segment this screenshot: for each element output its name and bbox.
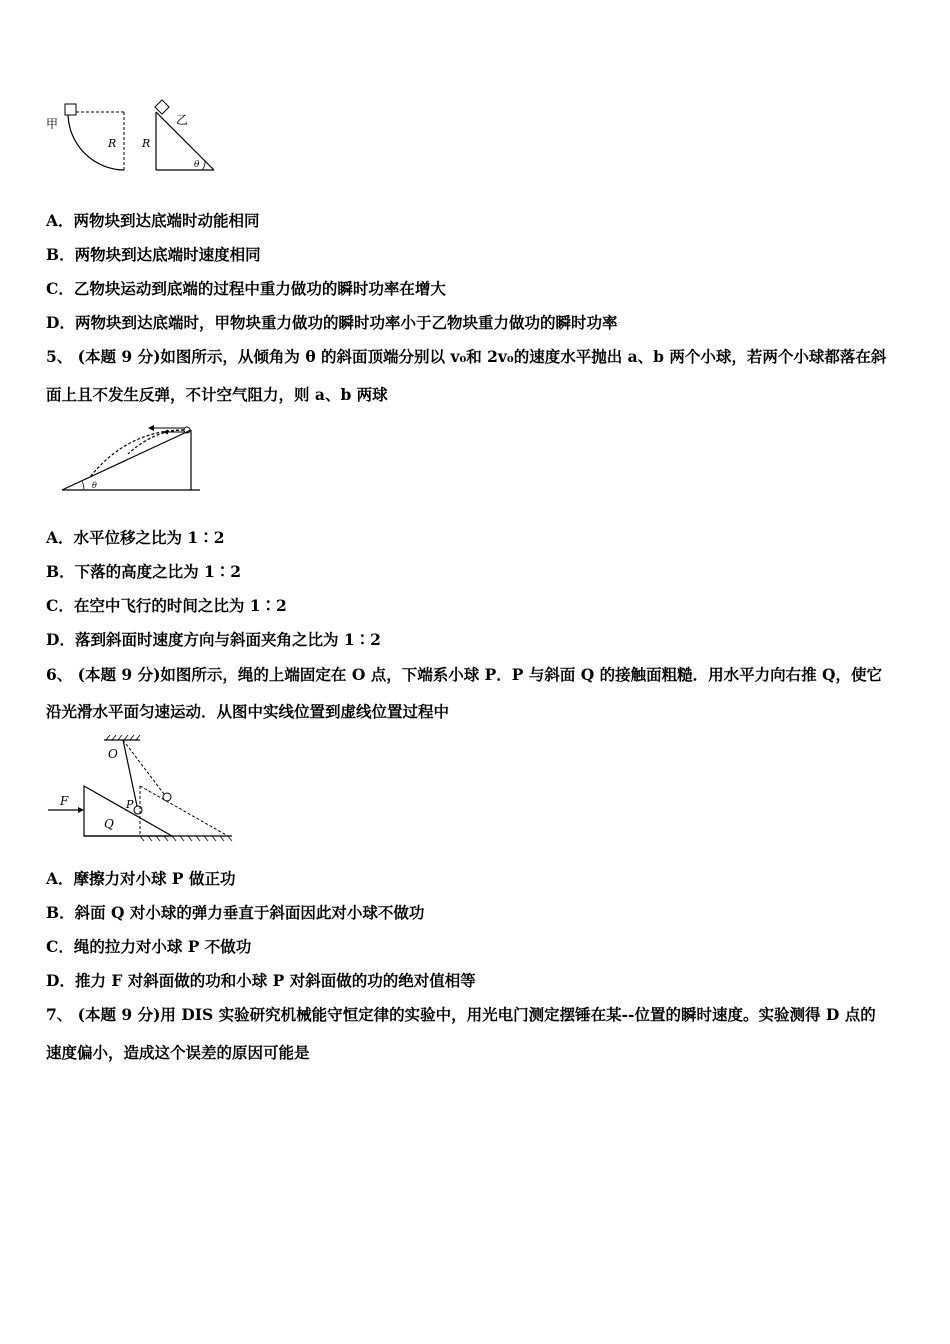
q4-option-d bbox=[46, 312, 908, 334]
q5-incline bbox=[62, 430, 191, 490]
q6-incline-dashed-slope bbox=[140, 786, 228, 836]
q6-stem-line1: 6、 (本题 9 分)如图所示，绳的上端固定在 O 点，下端系小球 P．P 与斜面 Q 的接触面粗糙．用水平力向右推 Q，使它 bbox=[46, 665, 883, 684]
option-letter: D． bbox=[46, 630, 75, 649]
option-text: 摩擦力对小球 P 做正功 bbox=[73, 869, 236, 888]
q5-option-c bbox=[46, 595, 908, 617]
q5-option-a bbox=[46, 527, 908, 549]
q6-force-arrowhead bbox=[78, 807, 84, 813]
q5-path-a bbox=[128, 430, 184, 454]
option-letter: C． bbox=[46, 937, 74, 956]
q6-incline-solid bbox=[84, 786, 172, 836]
option-letter: B． bbox=[46, 903, 75, 922]
label-jia: 甲 bbox=[46, 117, 59, 131]
figure-jia-yi bbox=[40, 98, 230, 178]
option-text: 两物块到达底端时，甲物块重力做功的瞬时功率小于乙物块重力做功的瞬时功率 bbox=[74, 313, 618, 332]
q5-option-b bbox=[46, 561, 908, 583]
option-letter: C． bbox=[46, 279, 74, 298]
q5-stem-line2: 面上且不发生反弹，不计空气阻力，则 a、b 两球 bbox=[46, 385, 388, 404]
jia-block bbox=[65, 104, 76, 115]
option-text: 两物块到达底端时动能相同 bbox=[73, 211, 260, 230]
label-R-yi: R bbox=[142, 137, 151, 150]
option-text: 在空中飞行的时间之比为 1∶2 bbox=[73, 596, 287, 615]
option-letter: B． bbox=[46, 562, 75, 581]
option-letter: D． bbox=[46, 971, 75, 990]
yi-block bbox=[155, 100, 169, 114]
option-letter: A． bbox=[46, 869, 74, 888]
q6-ball-solid bbox=[134, 806, 142, 814]
option-text: 水平位移之比为 1∶2 bbox=[73, 528, 225, 547]
figure-q6-pendulum bbox=[44, 730, 240, 846]
q5-arrowhead-1 bbox=[148, 425, 154, 431]
option-text: 绳的拉力对小球 P 不做功 bbox=[73, 937, 252, 956]
q6-ceiling-hatch bbox=[106, 735, 140, 740]
q5-label-theta: θ bbox=[92, 481, 97, 490]
option-letter: A． bbox=[46, 528, 74, 547]
q6-label-P: P bbox=[126, 798, 134, 811]
option-letter: B． bbox=[46, 245, 75, 264]
q5-stem-line1: 5、 (本题 9 分)如图所示，从倾角为 θ 的斜面顶端分别以 v₀和 2v₀的速度水平抛出 a、b 两个小球，若两个小球都落在斜 bbox=[46, 347, 887, 366]
q4-option-a bbox=[46, 210, 908, 232]
option-text: 两物块到达底端时速度相同 bbox=[74, 245, 261, 264]
q6-stem-line2: 沿光滑水平面匀速运动．从图中实线位置到虚线位置过程中 bbox=[46, 702, 450, 721]
q7-stem-line1: 7、 (本题 9 分)用 DIS 实验研究机械能守恒定律的实验中，用光电门测定摆锤在某--位置的瞬时速度。实验测得 D 点的 bbox=[46, 1005, 876, 1024]
q6-label-O: O bbox=[108, 747, 118, 761]
label-R-jia: R bbox=[108, 137, 117, 150]
q6-option-a bbox=[46, 868, 908, 890]
option-text: 落到斜面时速度方向与斜面夹角之比为 1∶2 bbox=[74, 630, 381, 649]
q6-label-F: F bbox=[60, 794, 69, 808]
q6-label-Q: Q bbox=[104, 817, 114, 831]
q6-option-c bbox=[46, 936, 908, 958]
q6-ground-hatch bbox=[140, 836, 232, 841]
q6-option-b bbox=[46, 902, 908, 924]
option-text: 乙物块运动到底端的过程中重力做功的瞬时功率在增大 bbox=[73, 279, 446, 298]
q7-stem-line2: 速度偏小，造成这个误差的原因可能是 bbox=[46, 1043, 310, 1062]
option-text: 下落的高度之比为 1∶2 bbox=[74, 562, 242, 581]
q6-option-d bbox=[46, 970, 908, 992]
figure-q5-incline bbox=[58, 420, 208, 496]
option-letter: C． bbox=[46, 596, 74, 615]
q4-option-b bbox=[46, 244, 908, 266]
label-theta-1: θ bbox=[194, 160, 200, 170]
option-letter: A． bbox=[46, 211, 74, 230]
q5-angle-arc bbox=[82, 481, 84, 490]
option-text: 斜面 Q 对小球的弹力垂直于斜面因此对小球不做功 bbox=[74, 903, 425, 922]
q5-arrowhead-2 bbox=[163, 430, 168, 435]
option-text: 推力 F 对斜面做的功和小球 P 对斜面做的功的绝对值相等 bbox=[74, 971, 476, 990]
option-letter: D． bbox=[46, 313, 75, 332]
label-yi: 乙 bbox=[176, 113, 189, 127]
q5-option-d bbox=[46, 629, 908, 651]
yi-angle-arc bbox=[202, 161, 205, 170]
q4-option-c bbox=[46, 278, 908, 300]
